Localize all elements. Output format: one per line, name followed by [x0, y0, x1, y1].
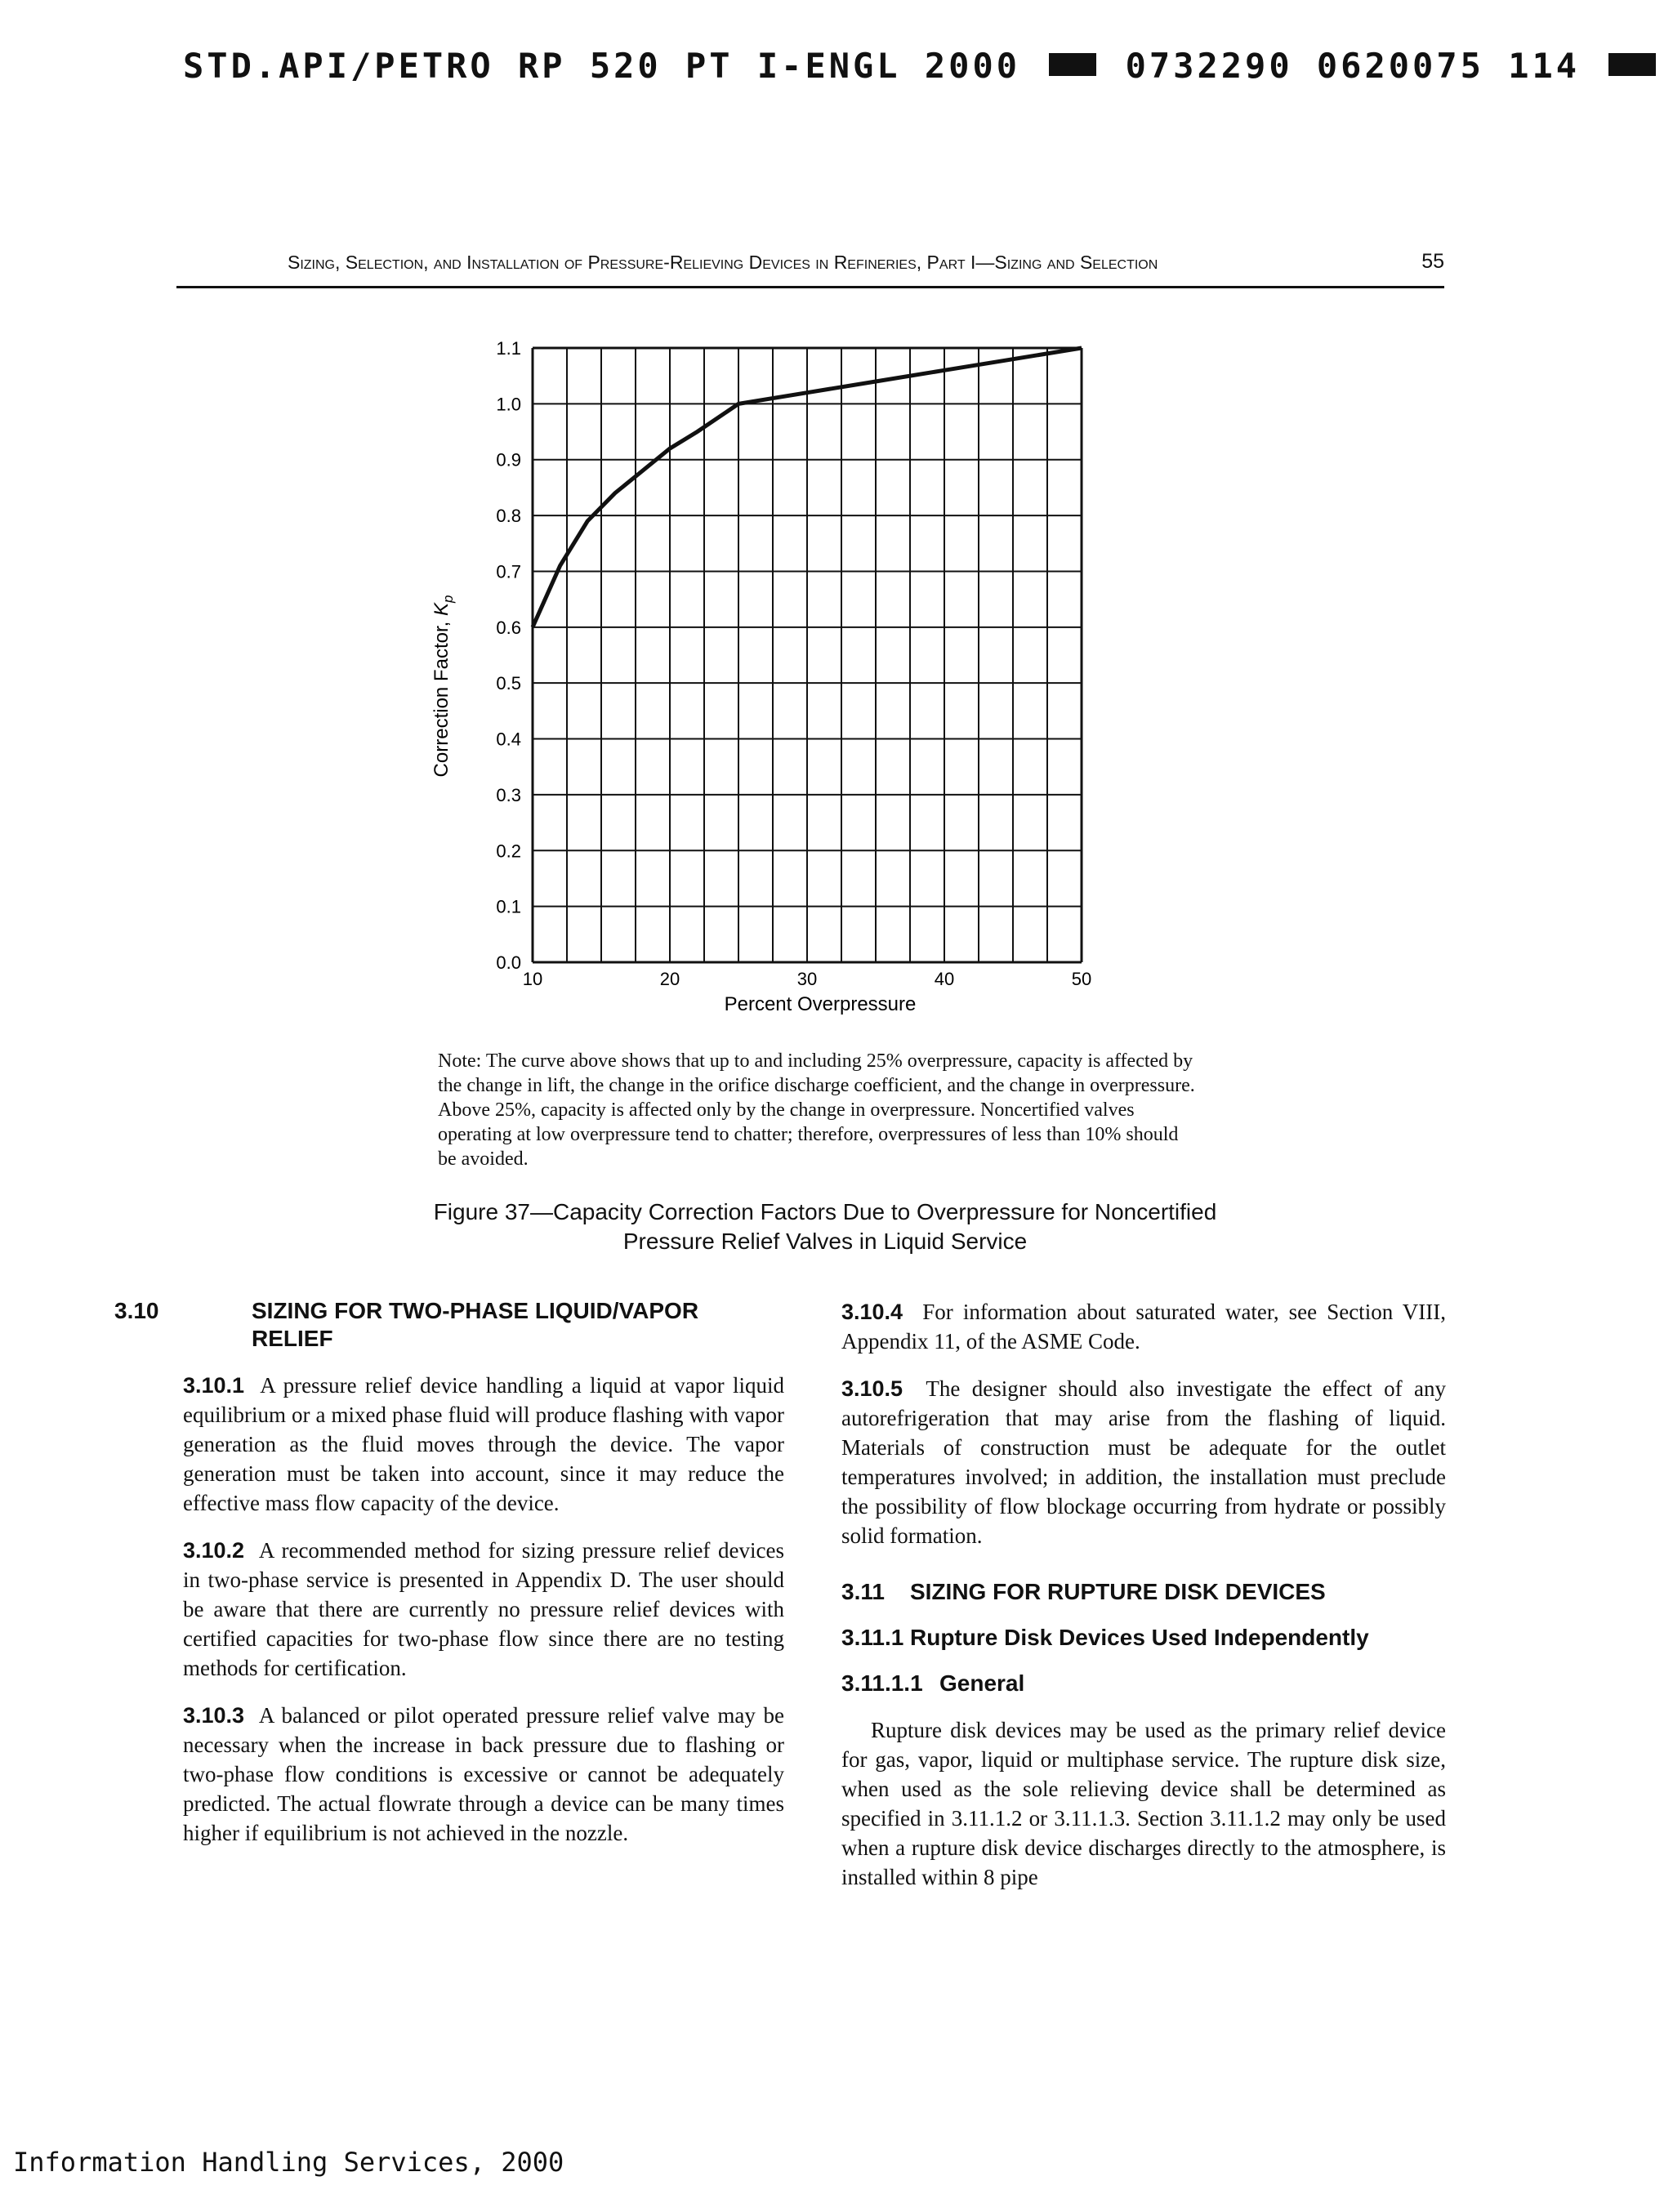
y-tick-label: 1.1: [496, 338, 521, 359]
x-tick-label: 20: [659, 969, 680, 989]
paragraph-3-10-5: 3.10.5 The designer should also investigate the effect of any autorefrigeration that may arise from the flashing of liquid. Materials of construction must be adequate for the outlet temperatures involved; in addition, the installation must preclude the possibility of flow blockage occurring from hydrate or possibly solid formation.: [841, 1376, 1446, 1548]
y-axis-label: Correction Factor, $K_p$: [431, 595, 456, 778]
paragraph-3-10-2: 3.10.2 A recommended method for sizing pressure relief devices in two-phase service is presented in Appendix D. The user should be aware that there are currently no pressure relief devices with certified capacities for two-phase flow since there are no testing methods for certification.: [183, 1538, 784, 1680]
chart-grid: [533, 348, 1082, 962]
paragraph-3-11-1-1: Rupture disk devices may be used as the primary relief device for gas, vapor, liquid or multiphase service. The rupture disk size, when used as the sole relieving device shall be determined as specified in 3.11.1.2 or 3.11.1.3. Section 3.11.1.2 may only be used when a rupture disk device discharges directly to the atmosphere, is installed within 8 pipe: [841, 1718, 1446, 1889]
section-heading-3-11: 3.11 SIZING FOR RUPTURE DISK DEVICES: [841, 1579, 1326, 1604]
y-tick-label: 0.4: [496, 729, 521, 750]
footer-text: Information Handling Services, 2000: [13, 2147, 564, 2178]
y-tick-label: 0.0: [496, 952, 521, 973]
section-heading-3-11-1-1: 3.11.1.1 General: [841, 1670, 1025, 1696]
figure-caption: [359, 1197, 1291, 1256]
paragraph-3-10-4: 3.10.4 For information about saturated water, see Section VIII, Appendix 11, of the ASME Code.: [841, 1300, 1446, 1354]
stamp-block-mark-end: [1608, 53, 1656, 76]
section-heading-3-10: 3.10 SIZING FOR TWO-PHASE LIQUID/VAPOR RELIEF: [114, 1298, 699, 1351]
y-tick-label: 0.2: [496, 841, 521, 862]
section-heading-3-11-1: 3.11.1 Rupture Disk Devices Used Independently: [841, 1625, 1369, 1650]
page-number: 55: [1421, 250, 1444, 273]
stamp-text-1: STD.API/PETRO RP 520 PT I-ENGL 2000: [183, 46, 1021, 86]
y-tick-label: 0.1: [496, 896, 521, 917]
figure-note: Note: The curve above shows that up to and including 25% overpressure, capacity is affected by the change in lift, the change in the orifice discharge coefficient, and the change in overpressure. Above 25%, capacity is affected only by the change in overpressure. Noncertified valves operating at low overpressure tend to chatter; therefore, overpressures of less than 10% should be avoided.: [438, 1050, 1195, 1170]
y-tick-label: 0.8: [496, 506, 521, 527]
y-tick-label: 0.7: [496, 561, 521, 582]
stamp-block-mark: [1049, 53, 1096, 76]
x-tick-label: 40: [934, 969, 955, 989]
left-column: [114, 1297, 784, 1866]
stamp-text-2: 0732290 0620075 114: [1125, 46, 1581, 86]
y-tick-label: 1.0: [496, 394, 521, 415]
y-tick-label: 0.5: [496, 673, 521, 694]
y-tick-label: 0.3: [496, 784, 521, 805]
y-tick-label: 0.6: [496, 617, 521, 638]
document-stamp: [183, 46, 1581, 86]
caption-line-1: Figure 37—Capacity Correction Factors Due to Overpressure for Noncertified: [433, 1199, 1217, 1224]
x-axis-label: Percent Overpressure: [724, 993, 917, 1015]
x-tick-label: 10: [522, 969, 543, 989]
running-head: Sizing, Selection, and Installation of Pressure-Relieving Devices in Refineries, Part I—Sizing and Selection: [288, 252, 1158, 273]
header-rule: [176, 286, 1444, 288]
paragraph-3-10-1: 3.10.1 A pressure relief device handling a liquid at vapor liquid equilibrium or a mixed phase fluid will produce flashing with vapor generation as the fluid moves through the device. The vapor generation must be taken into account, since it may reduce the effective mass flow capacity of the device.: [183, 1373, 784, 1515]
caption-line-2: Pressure Relief Valves in Liquid Service: [622, 1229, 1028, 1254]
paragraph-3-10-3: 3.10.3 A balanced or pilot operated pressure relief valve may be necessary when the increase in back pressure due to flashing or two-phase flow conditions is excessive or cannot be adequately predicted. The actual flowrate through a device can be many times higher if equilibrium is not achieved in the nozzle.: [183, 1703, 784, 1845]
x-tick-label: 50: [1071, 969, 1092, 989]
x-tick-label: 30: [796, 969, 818, 989]
kp-chart: [392, 319, 1127, 1029]
chart-ticks: [496, 338, 1091, 989]
right-column: [841, 1297, 1446, 1910]
y-tick-label: 0.9: [496, 449, 521, 470]
